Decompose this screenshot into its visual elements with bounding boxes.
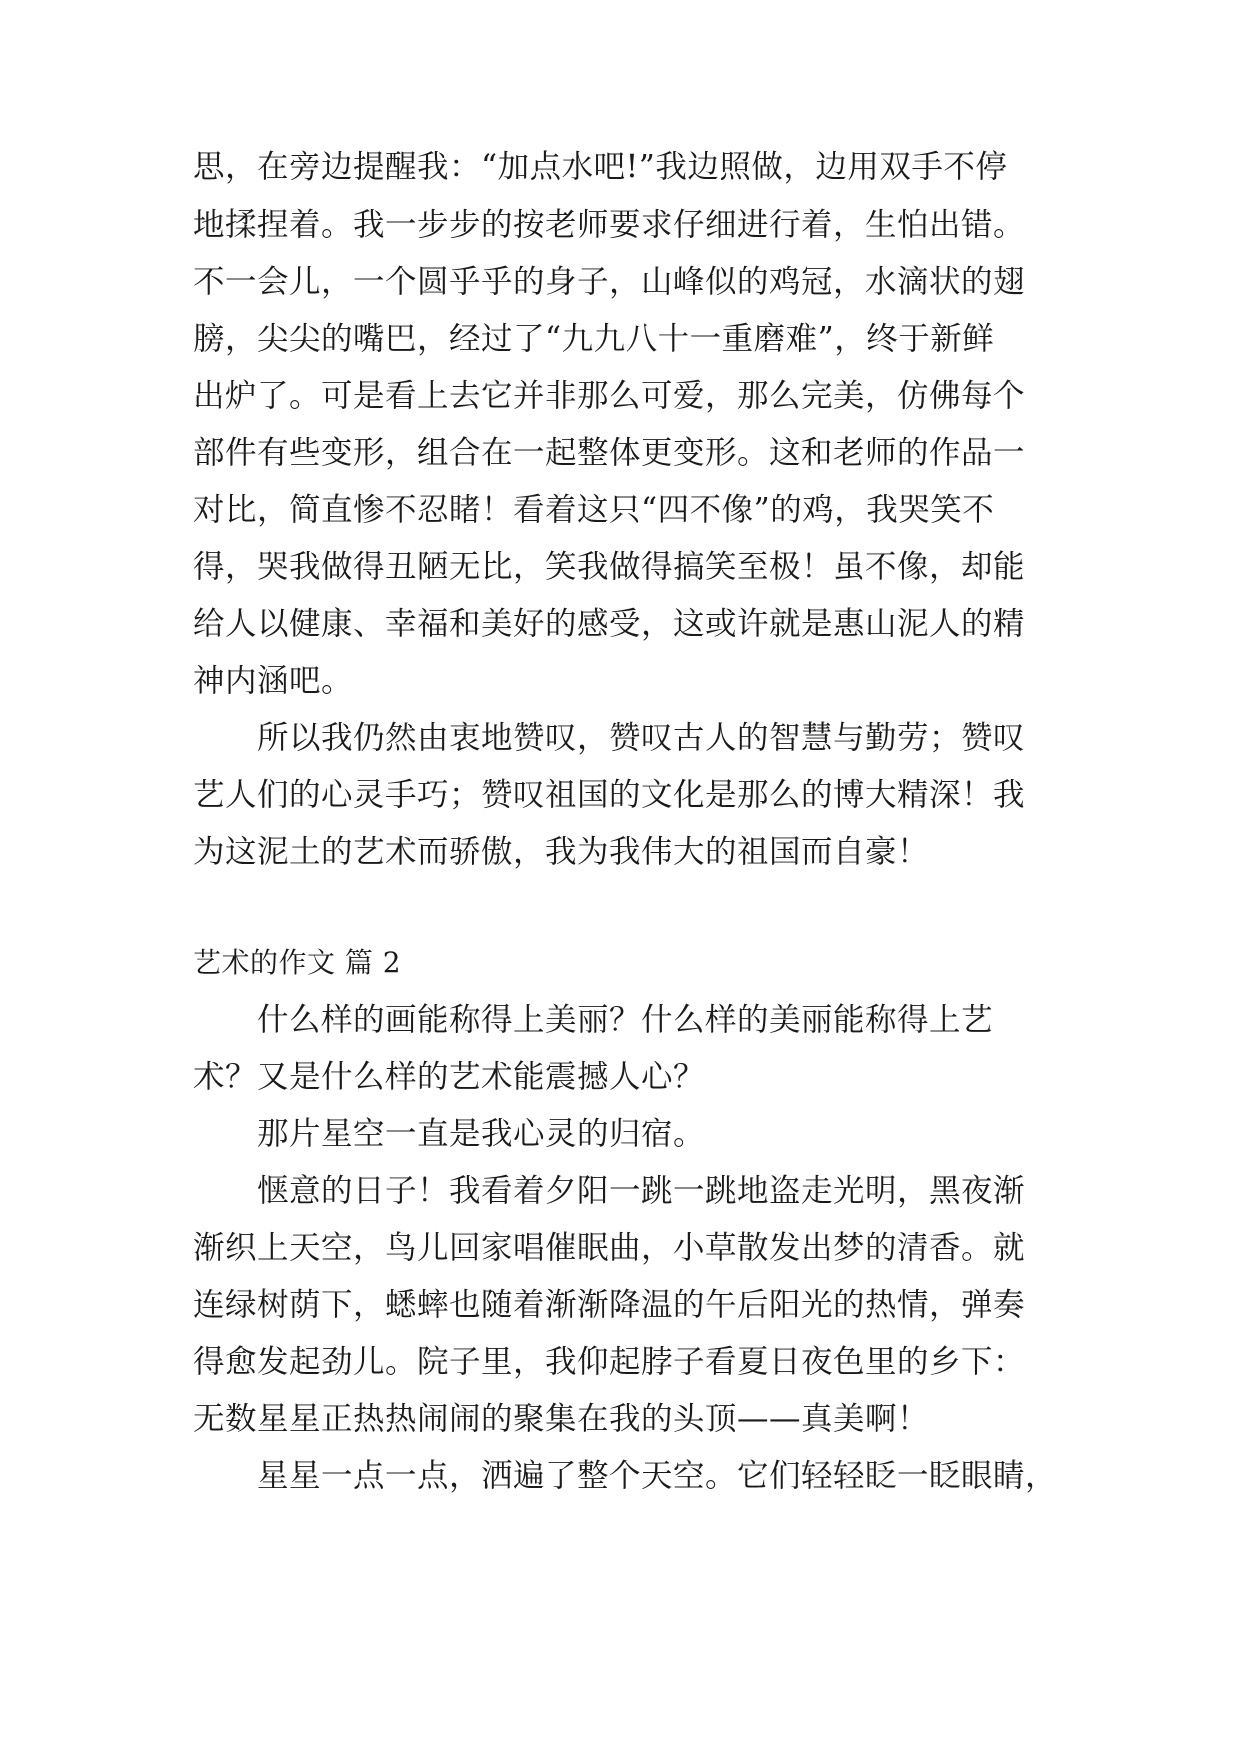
text-line: 术？又是什么样的艺术能震撼人心？ xyxy=(193,1059,706,1095)
text-line: 渐织上天空，鸟儿回家唱催眠曲，小草散发出梦的清香。就 xyxy=(193,1230,1026,1266)
paragraph-start-line: 那片星空一直是我心灵的归宿。 xyxy=(257,1116,706,1152)
text-line: 无数星星正热热闹闹的聚集在我的头顶——真美啊！ xyxy=(193,1401,930,1437)
text-line: 对比，简直惨不忍睹！看着这只“四不像”的鸡，我哭笑不 xyxy=(193,492,995,528)
text-line: 不一会儿，一个圆乎乎的身子，山峰似的鸡冠，水滴状的翅 xyxy=(193,264,1026,300)
paragraph-start-line: 所以我仍然由衷地赞叹，赞叹古人的智慧与勤劳；赞叹 xyxy=(257,720,1026,756)
text-line: 连绿树荫下，蟋蟀也随着渐渐降温的午后阳光的热情，弹奏 xyxy=(193,1287,1026,1323)
section-heading: 艺术的作文 篇 2 xyxy=(193,946,402,979)
paragraph-start-line: 惬意的日子！我看着夕阳一跳一跳地盗走光明，黑夜渐 xyxy=(257,1173,1026,1209)
text-line: 地揉捏着。我一步步的按老师要求仔细进行着，生怕出错。 xyxy=(193,207,1026,243)
paragraph-start-line: 星星一点一点，洒遍了整个天空。它们轻轻眨一眨眼睛， xyxy=(257,1458,1058,1494)
text-line: 思，在旁边提醒我：“加点水吧!”我边照做，边用双手不停 xyxy=(193,149,1008,185)
text-line: 出炉了。可是看上去它并非那么可爱，那么完美，仿佛每个 xyxy=(193,378,1026,414)
text-line: 膀，尖尖的嘴巴，经过了“九九八十一重磨难”，终于新鲜 xyxy=(193,321,995,357)
text-line: 部件有些变形，组合在一起整体更变形。这和老师的作品一 xyxy=(193,435,1026,471)
text-line: 给人以健康、幸福和美好的感受，这或许就是惠山泥人的精 xyxy=(193,606,1026,642)
text-line: 得，哭我做得丑陋无比，笑我做得搞笑至极！虽不像，却能 xyxy=(193,549,1026,585)
paragraph-start-line: 什么样的画能称得上美丽？什么样的美丽能称得上艺 xyxy=(257,1002,994,1038)
text-line: 艺人们的心灵手巧；赞叹祖国的文化是那么的博大精深！我 xyxy=(193,777,1026,813)
text-line: 神内涵吧。 xyxy=(193,663,354,699)
text-line: 得愈发起劲儿。院子里，我仰起脖子看夏日夜色里的乡下： xyxy=(193,1344,1026,1380)
text-line: 为这泥土的艺术而骄傲，我为我伟大的祖国而自豪！ xyxy=(193,834,930,870)
